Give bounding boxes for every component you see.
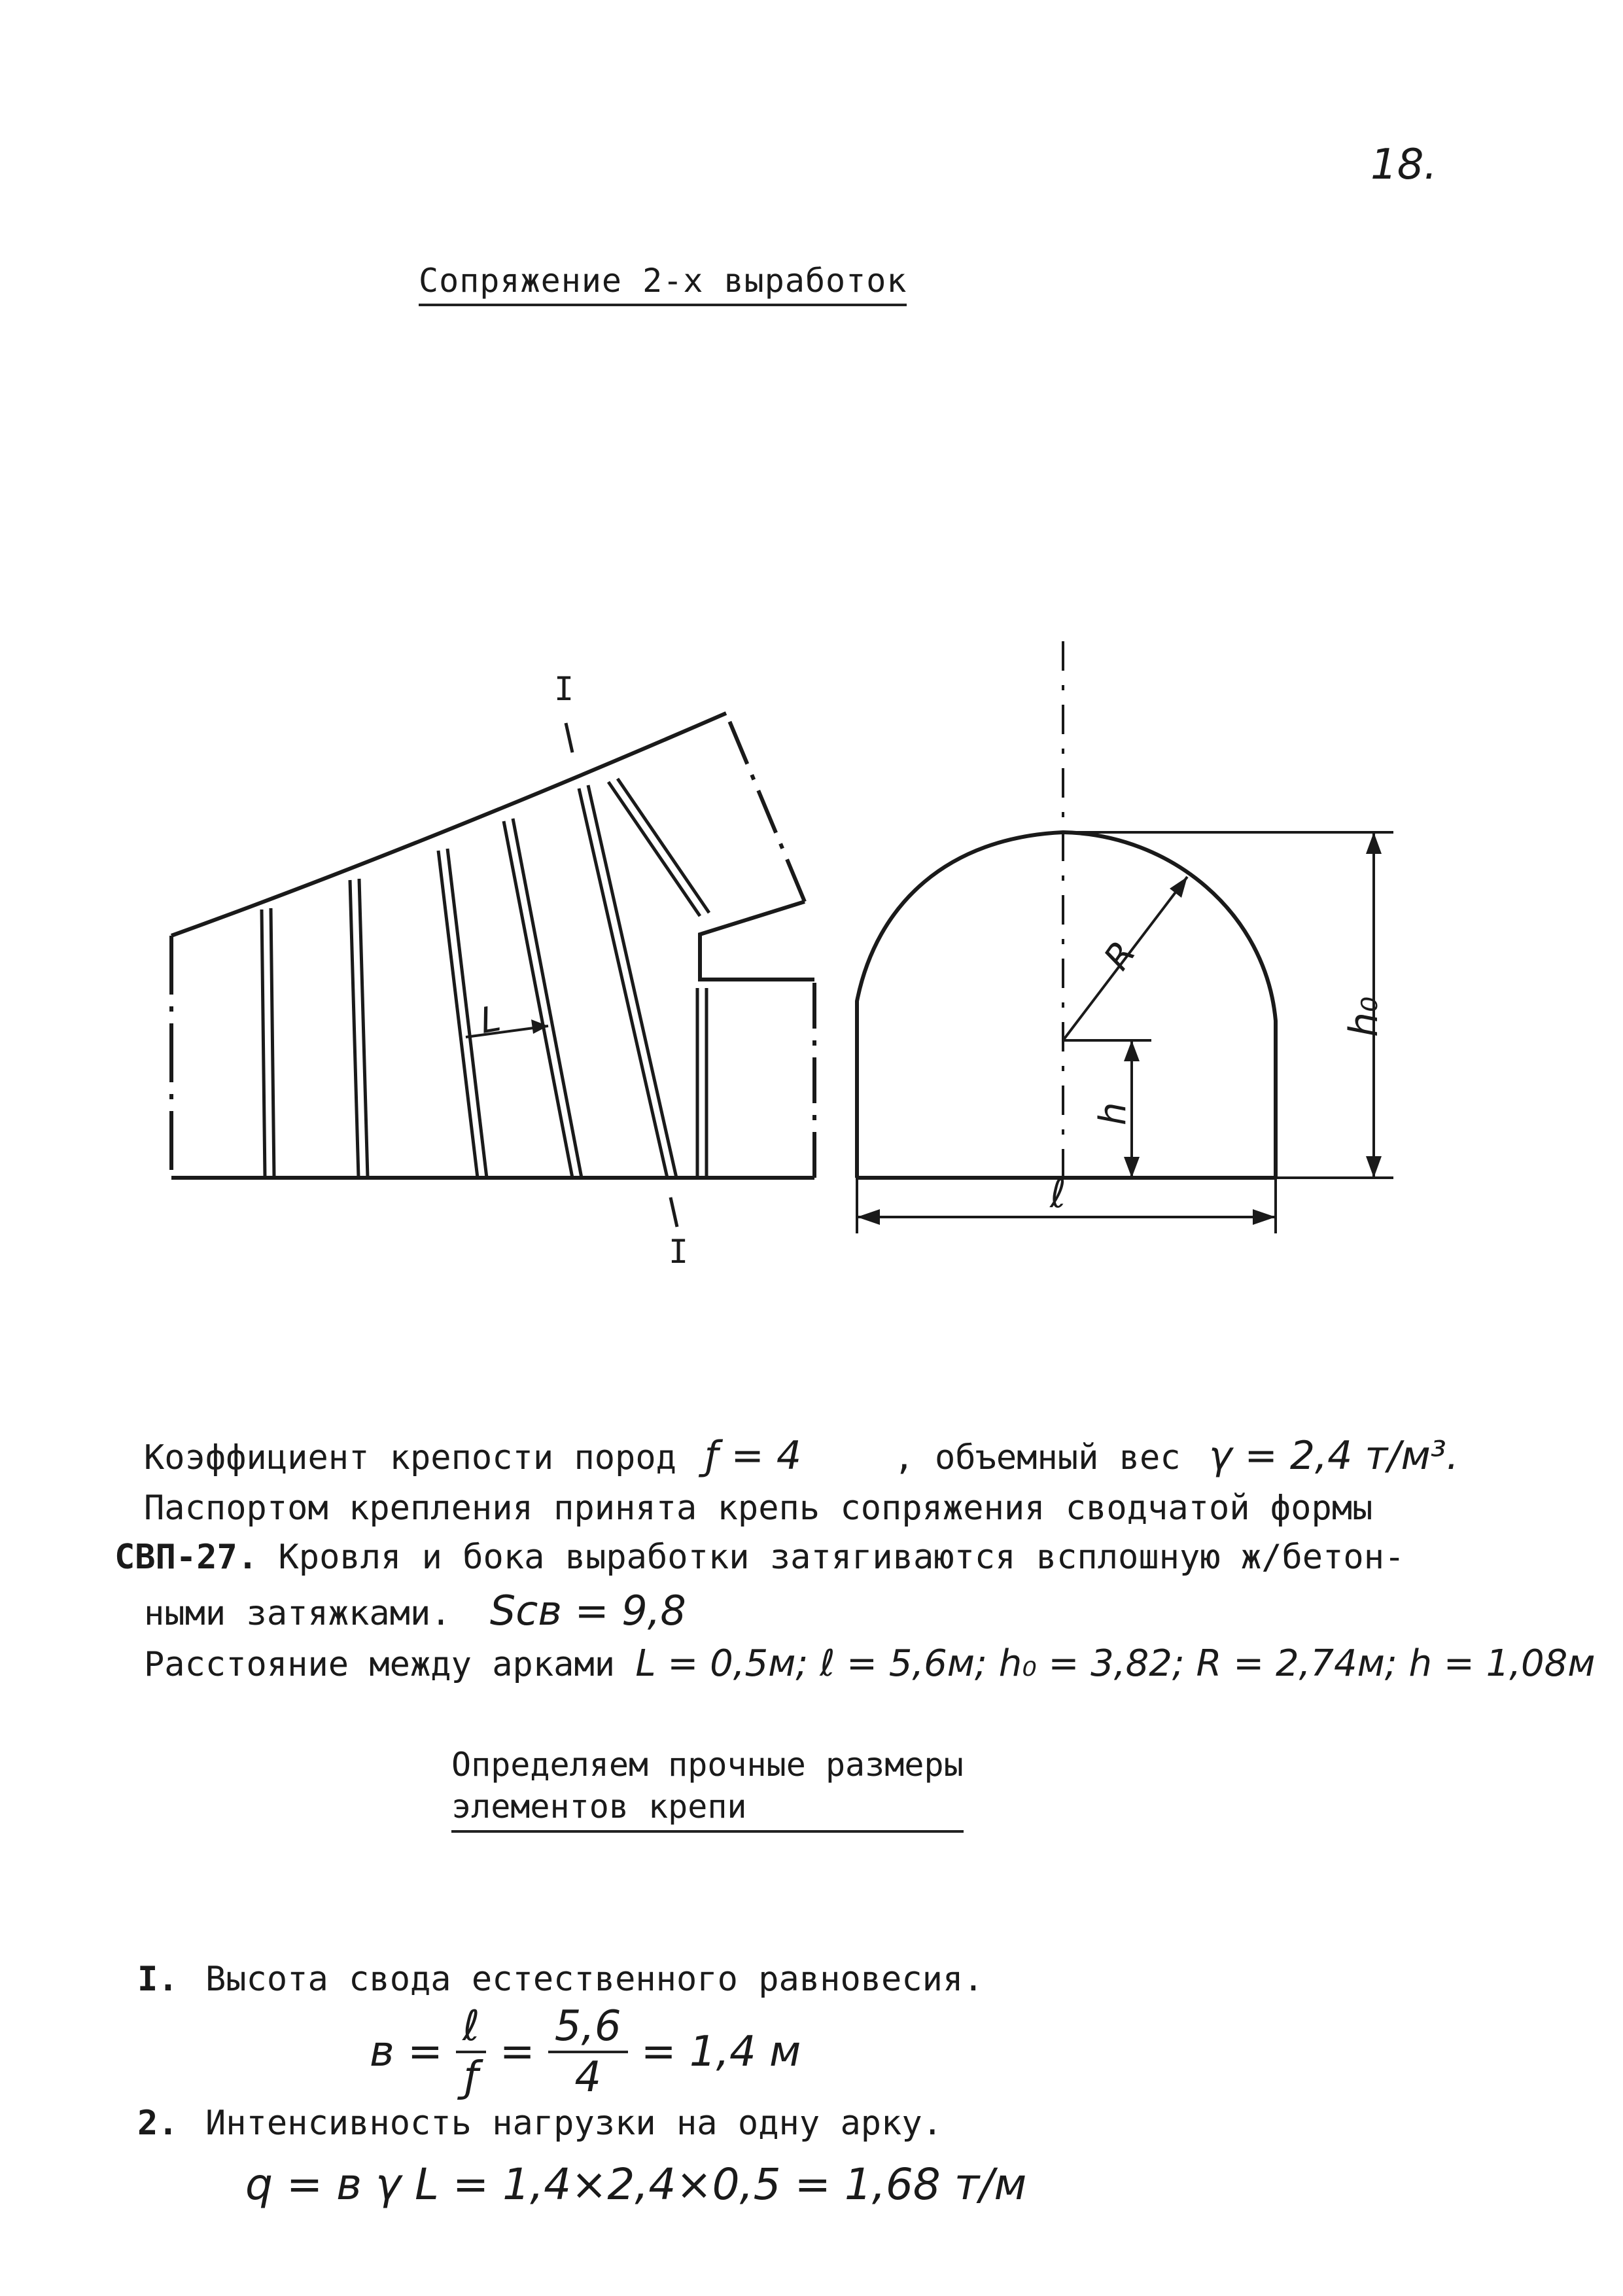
lagging-text-end: ными затяжками. xyxy=(144,1594,451,1633)
fraction-denominator: 4 xyxy=(574,2053,602,2102)
fraction-values xyxy=(548,2002,628,2102)
dimension-h-arrow-bottom xyxy=(1124,1157,1140,1178)
label-h0: h₀ xyxy=(1341,996,1387,1037)
arch xyxy=(350,880,358,1178)
arch xyxy=(359,879,368,1178)
dimension-l-arrow-left xyxy=(857,1209,880,1225)
paragraph-line-1 xyxy=(144,1433,1459,1479)
arch xyxy=(438,851,478,1178)
lagging-text: Кровля и бока выработки затягиваются всплошную ж/бетон- xyxy=(278,1538,1405,1577)
arch xyxy=(618,779,709,913)
arch xyxy=(262,910,265,1178)
arch-spacing-label: Расстояние между арками xyxy=(144,1645,616,1684)
equals-sign: = xyxy=(499,2028,535,2076)
item-1-number: I. xyxy=(137,1960,179,1999)
item-1 xyxy=(137,1960,984,1999)
dimension-l-arrow-right xyxy=(1253,1209,1276,1225)
paragraph-line-5 xyxy=(144,1642,1596,1685)
section-heading xyxy=(451,1744,964,1833)
item-2-text: Интенсивность нагрузки на одну арку. xyxy=(205,2104,943,2143)
junction-plan xyxy=(171,713,814,1227)
support-code: СВП-27. xyxy=(114,1538,258,1577)
label-h: h xyxy=(1092,1102,1134,1125)
label-L: L xyxy=(477,997,504,1042)
dimension-h0-arrow-top xyxy=(1366,832,1382,854)
section-line-bottom xyxy=(671,1197,677,1227)
item-1-formula xyxy=(370,2002,801,2102)
label-R: R xyxy=(1096,933,1144,978)
arch-dimensions-values: L = 0,5м; ℓ = 5,6м; h₀ = 3,82; R = 2,74м; h = 1,08м xyxy=(635,1642,1596,1685)
item-2-formula: q = в γ L = 1,4×2,4×0,5 = 1,68 т/м xyxy=(245,2159,1027,2210)
dimension-h0-arrow-bottom xyxy=(1366,1156,1382,1178)
section-heading-line-1: Определяем прочные размеры xyxy=(451,1746,964,1784)
fraction-denominator: ƒ xyxy=(463,2053,479,2102)
section-line-top xyxy=(566,723,572,752)
paragraph-line-3 xyxy=(114,1538,1405,1577)
arch-set xyxy=(262,779,709,1178)
fraction-l-over-f xyxy=(456,2002,486,2102)
plan-roof-line xyxy=(171,713,726,936)
page-number: 18. xyxy=(1370,141,1437,189)
arch xyxy=(271,908,274,1178)
unit-weight-value: γ = 2,4 т/м³. xyxy=(1208,1433,1459,1479)
paragraph-line-4 xyxy=(144,1587,686,1634)
section-mark-top: I xyxy=(554,670,574,708)
plan-branch-end xyxy=(726,713,805,902)
section-mark-bottom: I xyxy=(669,1233,689,1271)
item-2-number: 2. xyxy=(137,2104,179,2143)
arch xyxy=(608,782,700,916)
fraction-numerator: ℓ xyxy=(456,2002,486,2053)
arch-profile xyxy=(857,832,1276,1178)
formula-lhs: в = xyxy=(370,2028,443,2076)
label-l: ℓ xyxy=(1050,1171,1066,1217)
dimension-h-arrow-top xyxy=(1124,1040,1140,1061)
paragraph-line-2: Паспортом крепления принята крепь сопряжения сводчатой формы xyxy=(144,1489,1373,1528)
item-1-text: Высота свода естественного равновесия. xyxy=(205,1960,984,1999)
rock-strength-value: ƒ = 4 xyxy=(705,1433,802,1479)
cross-section-area: Sсв = 9,8 xyxy=(489,1587,686,1634)
arch xyxy=(504,821,572,1178)
section-heading-line-2: элементов крепи xyxy=(451,1788,747,1826)
arch xyxy=(513,819,582,1178)
arch-cross-section xyxy=(857,641,1393,1233)
item-2 xyxy=(137,2104,943,2143)
unit-weight-label: , объемный вес xyxy=(894,1438,1181,1477)
plan-branch-outline xyxy=(700,902,814,980)
page-title: Сопряжение 2-х выработок xyxy=(419,262,907,306)
rock-strength-label: Коэффициент крепости пород xyxy=(144,1438,676,1477)
formula-result: = 1,4 м xyxy=(640,2028,801,2076)
fraction-numerator: 5,6 xyxy=(548,2002,628,2053)
